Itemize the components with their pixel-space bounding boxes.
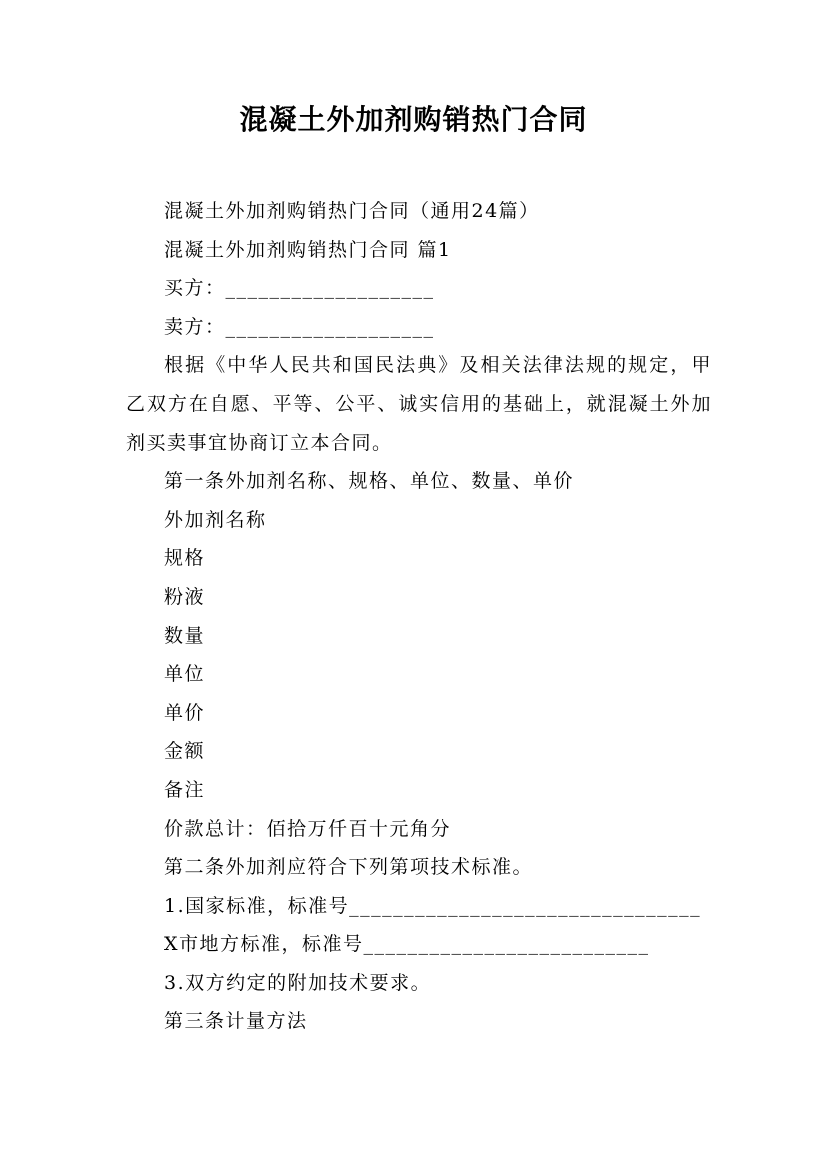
paragraph-seller: 卖方：___________________	[164, 315, 435, 338]
paragraph-item-form: 粉液	[164, 585, 206, 608]
paragraph-item-unit: 单位	[164, 663, 206, 686]
paragraph-article-2: 第二条外加剂应符合下列第项技术标准。	[164, 856, 534, 879]
paragraph-item-quantity: 数量	[164, 624, 206, 647]
paragraph-item-spec: 规格	[164, 547, 206, 570]
paragraph-additional-requirements: 3.双方约定的附加技术要求。	[164, 971, 432, 994]
paragraph-article-3: 第三条计量方法	[164, 1010, 308, 1033]
paragraph-local-standard: X市地方标准，标准号__________________________	[164, 933, 650, 956]
paragraph-subtitle: 混凝土外加剂购销热门合同（通用24篇）	[164, 200, 540, 222]
paragraph-buyer: 买方：___________________	[164, 277, 435, 300]
paragraph-total: 价款总计：佰拾万仟百十元角分	[164, 817, 452, 840]
paragraph-item-name: 外加剂名称	[164, 508, 267, 531]
paragraph-item-amount: 金额	[164, 740, 206, 763]
paragraph-item-price: 单价	[164, 701, 206, 724]
paragraph-preamble: 根据《中华人民共和国民法典》及相关法律法规的规定，甲乙双方在自愿、平等、公平、诚实信用的基础上，就混凝土外加剂买卖事宜协商订立本合同。	[126, 354, 712, 454]
paragraph-national-standard: 1.国家标准，标准号________________________________	[164, 894, 702, 917]
paragraph-item-remark: 备注	[164, 778, 206, 801]
document-body	[126, 192, 712, 1041]
paragraph-section-heading: 混凝土外加剂购销热门合同 篇1	[164, 238, 452, 261]
document-title: 混凝土外加剂购销热门合同	[239, 103, 588, 136]
paragraph-article-1: 第一条外加剂名称、规格、单位、数量、单价	[164, 470, 575, 493]
